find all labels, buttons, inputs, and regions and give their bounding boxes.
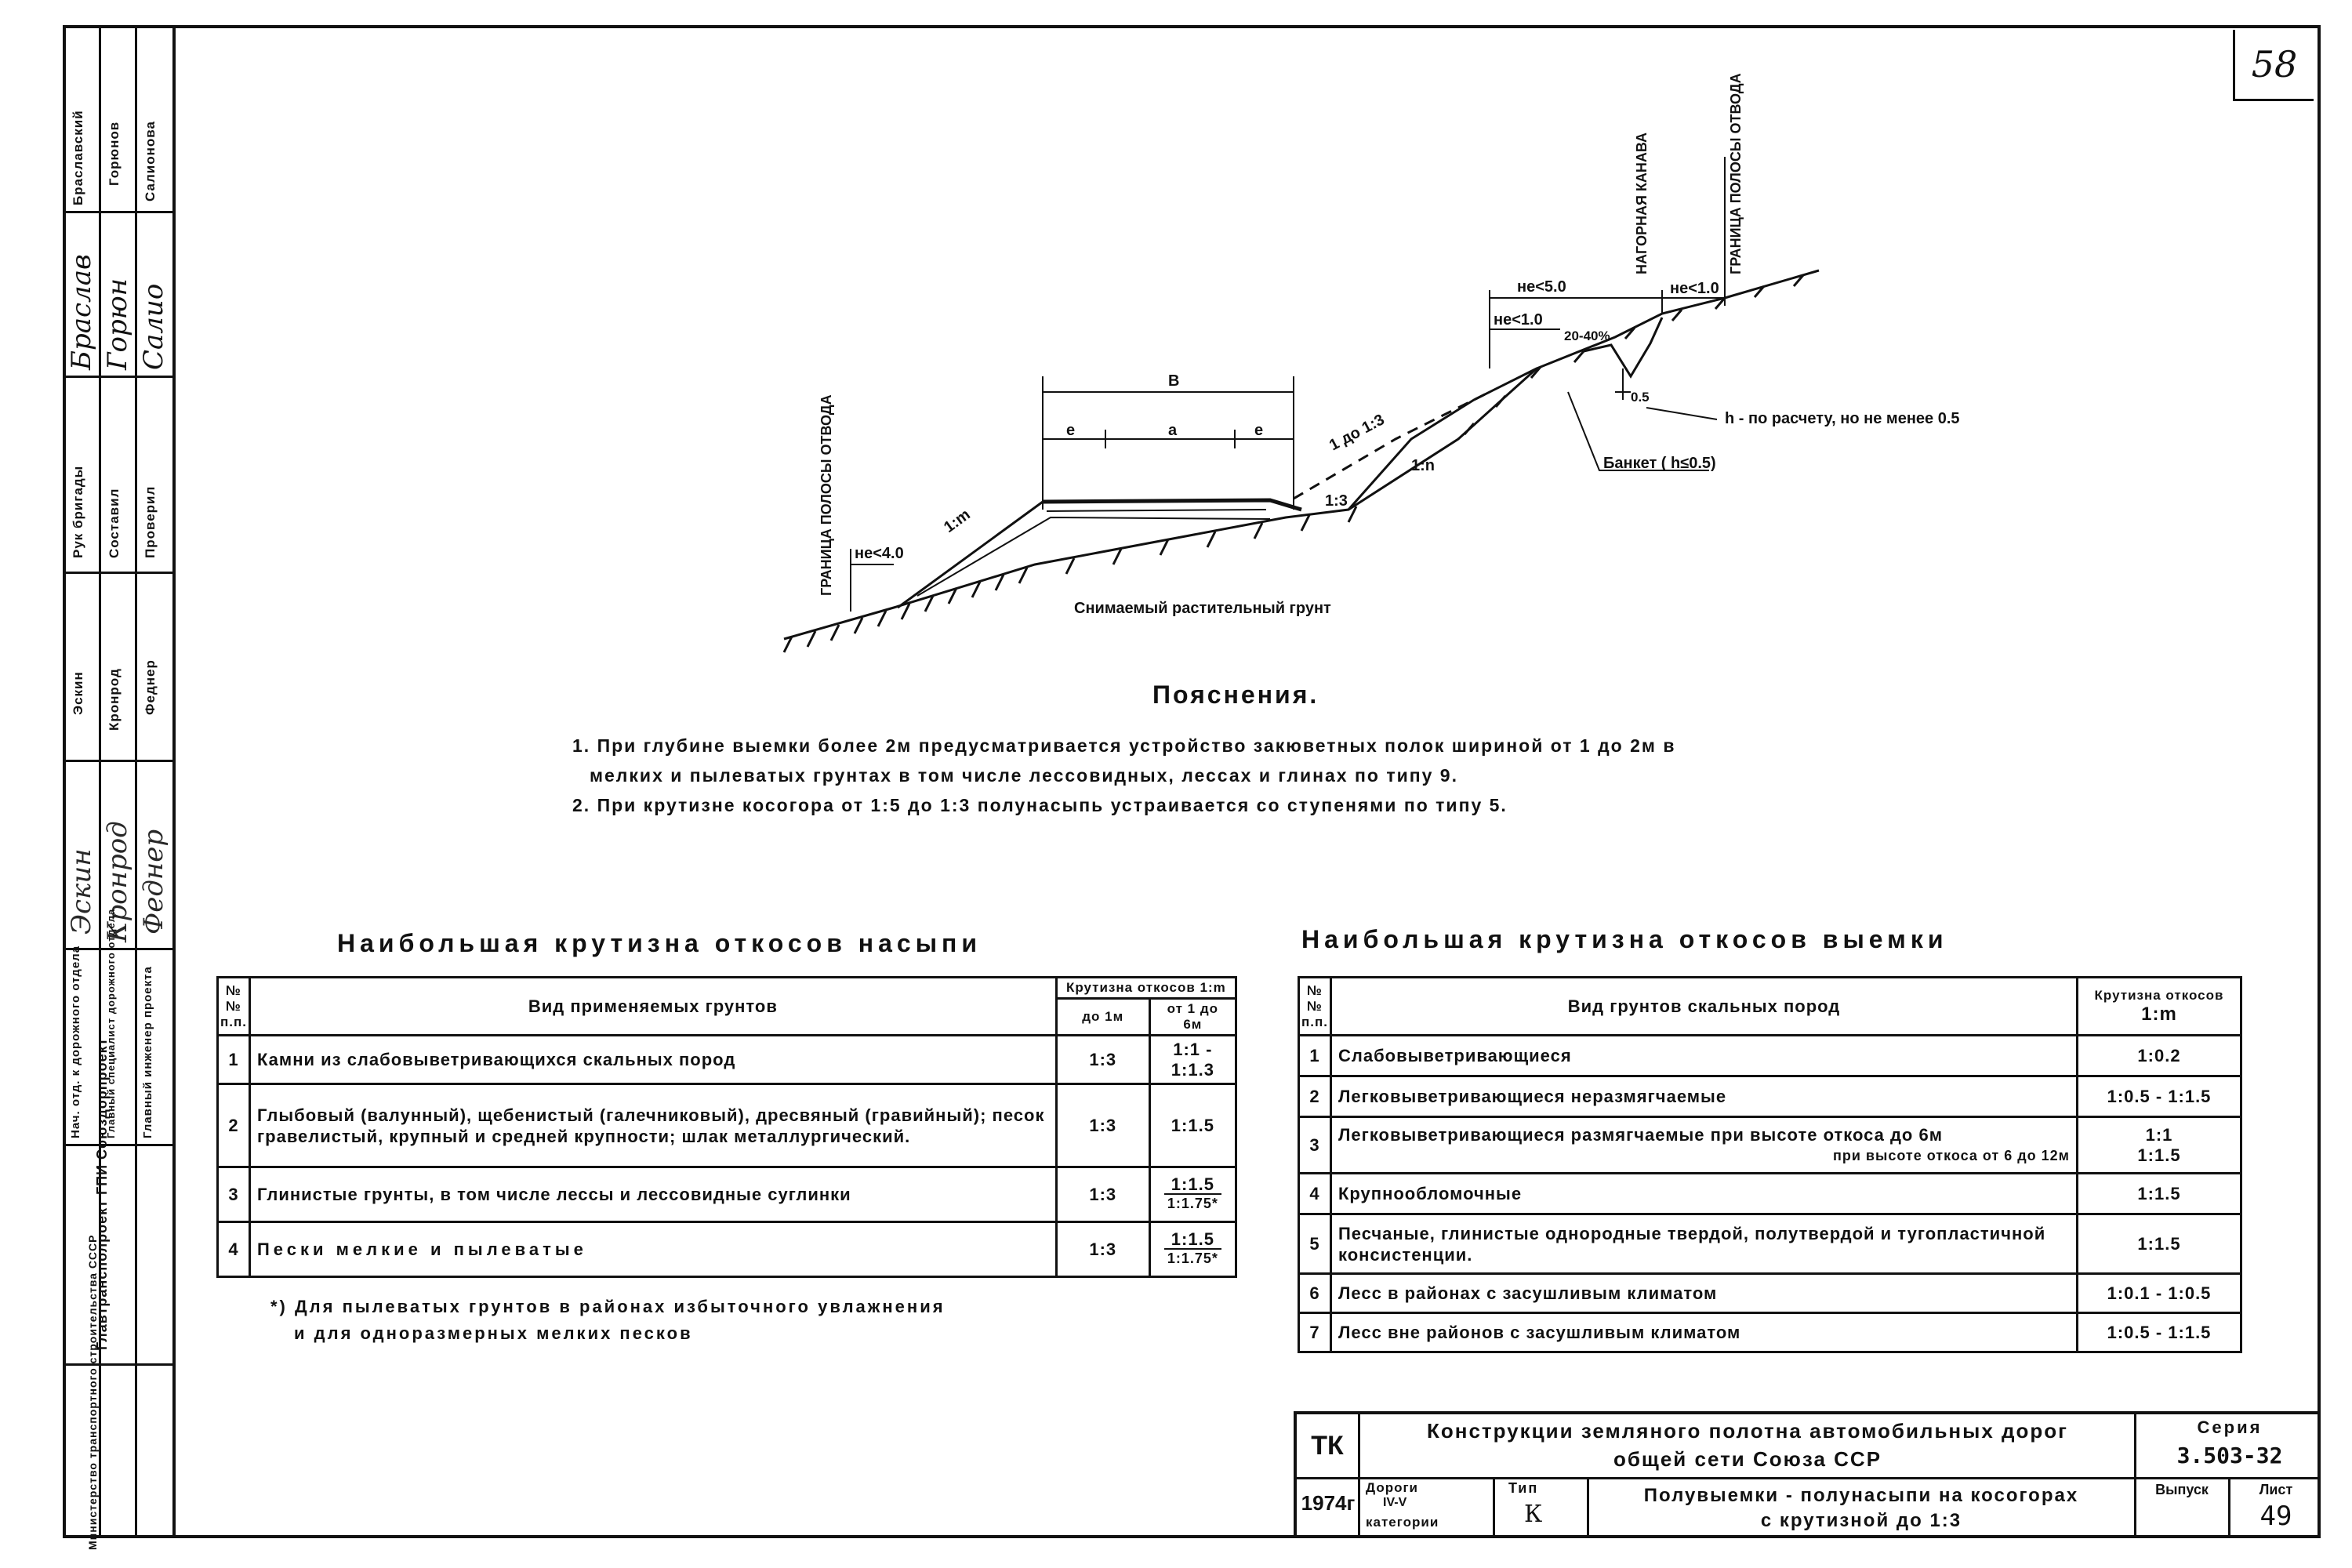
stamp-name-fedner: Феднер (143, 659, 158, 715)
sheet-label: Лист (2259, 1482, 2293, 1497)
note-line-1: 1. При глубине выемки более 2м предусматривается устройство закюветных полок шириной от 1 до 2м в (572, 735, 1676, 756)
diagram-boundary-right: ГРАНИЦА ПОЛОСЫ ОТВОДА (1728, 73, 1744, 274)
stamp-role-checked: Проверил (143, 485, 158, 558)
issue-label: Выпуск (2155, 1482, 2209, 1497)
series-label: Серия (2197, 1417, 2263, 1437)
table-row: 1 Камни из слабовыветривающихся скальных пород 1:3 1:1 - 1:1.3 (218, 1036, 1236, 1084)
table-left-head-kind: Вид применяемых грунтов (249, 978, 1056, 1036)
stamp-name-eskin: Эскин (71, 671, 85, 715)
table-row: 2 Глыбовый (валунный), щебенистый (галечниковый), дресвяный (гравийный); песок гравелистый, крупный и средней крупности; шлак металлургический. 1:3 1:1.5 (218, 1084, 1236, 1167)
category-label: категории (1366, 1515, 1439, 1530)
table-row: 2 Легковыветривающиеся неразмягчаемые 1:0.5 - 1:1.5 (1299, 1076, 2241, 1117)
roads-value: IV-V (1383, 1496, 1407, 1509)
stamp-name-kronrod: Кронрод (107, 668, 122, 731)
table-cut-slopes (1298, 976, 2242, 1353)
table-right-head-kind: Вид грунтов скальных пород (1330, 978, 2077, 1036)
table-left-head-num: №№ п.п. (218, 978, 250, 1036)
diagram-label-slope-1-3: 1 до 1:3 (1327, 411, 1388, 455)
table-row: 5 Песчаные, глинистые однородные твердой, полутвердой и тугопластичной консистенции. 1:1.5 (1299, 1214, 2241, 1274)
stamp-org-project: Главтрансполроект ГПИ Союздорпроект (94, 1037, 110, 1350)
table-right-title: Наибольшая крутизна откосов выемки (1301, 925, 1948, 953)
table-row: 4 Крупнообломочные 1:1.5 (1299, 1174, 2241, 1214)
diagram-label-slope-3: 1:3 (1325, 492, 1348, 510)
table-row: 1 Слабовыветривающиеся 1:0.2 (1299, 1036, 2241, 1076)
diagram-berm-slope: 20-40% (1564, 328, 1610, 343)
stamp-signature-1: Браслав (66, 254, 97, 370)
diagram-label-e-left: e (1066, 422, 1076, 439)
notes-block (572, 731, 1675, 820)
series-value: 3.503-32 (2176, 1443, 2283, 1468)
table-left-kind-4: Пески мелкие и пылеватые (249, 1222, 1056, 1277)
stamp-signature-3: Салио (138, 283, 169, 370)
table-row: 6 Лесс в районах с засушливым климатом 1:0.1 - 1:0.5 (1299, 1274, 2241, 1313)
diagram-dim-top-right: не<1.0 (1670, 280, 1719, 297)
diagram-h-small: 0.5 (1631, 390, 1650, 405)
stamp-name-goryunov: Горюнов (107, 121, 122, 186)
type-label: Тип (1508, 1480, 1539, 1496)
table-left-head-slope: Крутизна откосов 1:m (1056, 978, 1236, 999)
table-embankment-slopes (216, 976, 1237, 1278)
stamp-title-specialist: Главный специалист дорожного отдела (105, 908, 117, 1138)
diagram-label-slope-m: 1:m (941, 506, 974, 537)
stamp-name-salionova: Салионова (143, 121, 158, 201)
diagram-dim-top: не<5.0 (1517, 278, 1566, 296)
diagram-boundary-left: ГРАНИЦА ПОЛОСЫ ОТВОДА (818, 394, 834, 596)
table-row: 3 Глинистые грунты, в том числе лессы и лессовидные суглинки 1:3 $\frac{1:1.5}{1:1.75*}$ (218, 1167, 1236, 1222)
diagram-upland-ditch: НАГОРНАЯ КАНАВА (1634, 132, 1650, 274)
stamp-org-ministry: Министерство транспортного строительства СССР (86, 1234, 99, 1550)
notes-title: Пояснения. (1152, 681, 1319, 709)
diagram-dim-top-left: не<1.0 (1494, 311, 1543, 328)
table-right-head-slope: Крутизна откосов 1:m (2078, 978, 2241, 1036)
diagram-label-e-right: e (1254, 422, 1264, 439)
table-left-kind-2: Глыбовый (валунный), щебенистый (галечниковый), дресвяный (гравийный); песок гравелистый, крупный и средней крупности; шлак металлургический. (249, 1084, 1056, 1167)
stamp-role-drafted: Составил (107, 488, 122, 558)
sheet-number: 58 (2233, 30, 2314, 101)
table-row: 4 Пески мелкие и пылеватые 1:3 $\frac{1:1.5}{1:1.75*}$ (218, 1222, 1236, 1277)
title-tk: ТК (1311, 1430, 1344, 1461)
stamp-strip (63, 25, 176, 1550)
table-left-kind-3: Глинистые грунты, в том числе лессы и лессовидные суглинки (249, 1167, 1056, 1222)
roads-label: Дороги (1366, 1480, 1419, 1495)
note-line-2: мелких и пылеватых грунтах в том числе лессовидных, лессах и глинах по типу 9. (590, 765, 1458, 786)
diagram-label-b: B (1168, 372, 1180, 390)
sheet-value: 49 (2259, 1501, 2292, 1532)
stamp-signature-2: Горюн (102, 278, 133, 370)
year: 1974г (1301, 1491, 1356, 1515)
table-row: 7 Лесс вне районов с засушливым климатом 1:0.5 - 1:1.5 (1299, 1313, 2241, 1352)
stamp-signature-4: Эскин (66, 848, 97, 935)
diagram-soil-label: Снимаемый растительный грунт (1074, 600, 1331, 617)
title-block (1294, 1411, 2321, 1538)
stamp-signature-6: Феднер (138, 829, 169, 935)
table-left-kind-1: Камни из слабовыветривающихся скальных пород (249, 1036, 1056, 1084)
stamp-role-lead: Рук бригады (71, 465, 85, 558)
table-row: 3 Легковыветривающиеся размягчаемые при высоте откоса до 6м при высоте откоса от 6 до 12м 1:1 1:1.5 (1299, 1117, 2241, 1174)
title-line-2: общей сети Союза ССР (1613, 1447, 1882, 1471)
diagram-dim-left: не<4.0 (855, 545, 904, 562)
table-left-head-h1: до 1м (1056, 999, 1149, 1036)
table-right-head-num: №№ п.п. (1299, 978, 1331, 1036)
stamp-name-braslavsky: Браславский (71, 110, 85, 205)
subtitle-2: с крутизной до 1:3 (1760, 1510, 1962, 1531)
table-left-title: Наибольшая крутизна откосов насыпи (337, 929, 982, 957)
cross-section-diagram (768, 73, 1960, 666)
diagram-banquet: Банкет ( h≤0.5) (1603, 455, 1716, 472)
title-line-1: Конструкции земляного полотна автомобильных дорог (1426, 1419, 2068, 1443)
note-line-3: 2. При крутизне косогора от 1:5 до 1:3 полунасыпь устраивается со ступенями по типу 5. (572, 795, 1508, 815)
stamp-signature-5: Кронрод (102, 821, 133, 942)
table-left-footnote: *) Для пылеватых грунтов в районах избыточного увлажнения и для одноразмерных мелких песков (270, 1297, 946, 1343)
diagram-label-a: a (1168, 422, 1178, 439)
stamp-title-chief: Главный инженер проекта (141, 966, 154, 1138)
subtitle-1: Полувыемки - полунасыпи на косогорах (1643, 1485, 2079, 1506)
table-left-head-h2: от 1 до 6м (1149, 999, 1236, 1036)
stamp-title-head: Нач. отд. к дорожного отдела (69, 945, 82, 1138)
type-value: К (1524, 1501, 1543, 1528)
diagram-h-note: h - по расчету, но не менее 0.5 (1725, 410, 1960, 427)
diagram-label-slope-n: 1:n (1411, 457, 1435, 474)
